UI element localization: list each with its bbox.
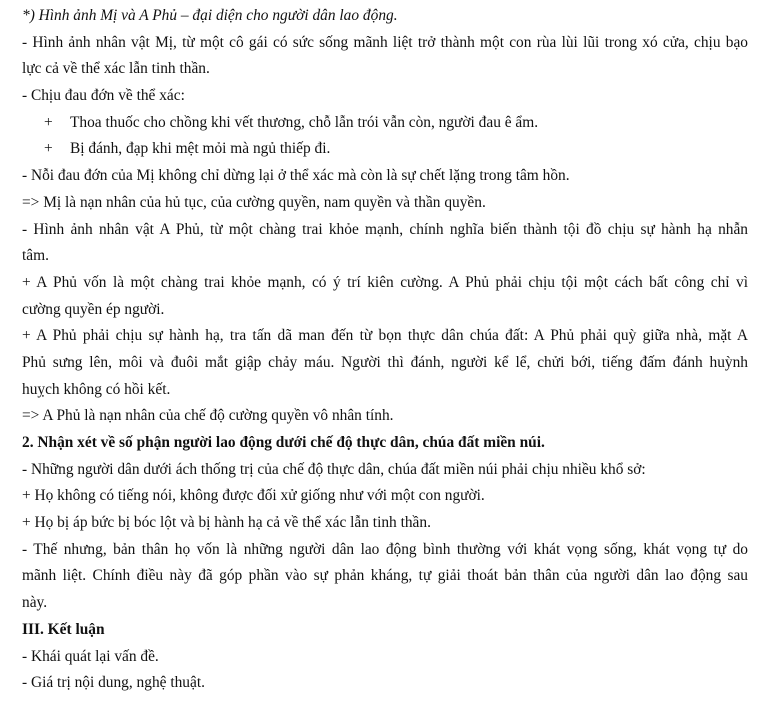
paragraph-mi-line-1: - Hình ảnh nhân vật Mị, từ một cô gái có sức sống mãnh liệt trở thành một con rùa lùi lũi trong xó cửa, chịu bạo: [22, 33, 748, 51]
section-heading-mi-aphu: *) Hình ảnh Mị và A Phủ – đại diện cho người dân lao động.: [22, 7, 398, 24]
paragraph-mi-line-2: lực cả về thể xác lẫn tinh thần.: [22, 60, 210, 78]
paragraph-people-suffering: - Những người dân dưới ách thống trị của chế độ thực dân, chúa đất miền núi phải chịu nhiều khổ sở:: [22, 460, 646, 478]
bullet-text: Thoa thuốc cho chồng khi vết thương, chỗ lẫn trói vẫn còn, người đau ê ẩm.: [70, 113, 539, 131]
paragraph-however-line-1: - Thế nhưng, bản thân họ vốn là những người dân lao động bình thường với khát vọng sống, khát vọng tự do: [22, 540, 748, 558]
section-heading-conclusion: III. Kết luận: [22, 620, 105, 638]
document-body: [22, 3, 748, 697]
paragraph-mi-conclusion: => Mị là nạn nhân của hủ tục, của cường quyền, nam quyền và thần quyền.: [22, 193, 486, 211]
paragraph-aphu-line-2: tâm.: [22, 247, 49, 265]
paragraph-value: - Giá trị nội dung, nghệ thuật.: [22, 674, 205, 692]
bullet-item-ointment: [22, 110, 748, 137]
section-heading-remarks: 2. Nhận xét về số phận người lao động dưới chế độ thực dân, chúa đất miền núi.: [22, 434, 545, 451]
paragraph-however-line-3: này.: [22, 594, 48, 612]
paragraph-aphu-conclusion: => A Phủ là nạn nhân của chế độ cường quyền vô nhân tính.: [22, 407, 394, 425]
paragraph-summary: - Khái quát lại vấn đề.: [22, 647, 159, 665]
paragraph-aphu-torture-line-3: huỵch không có hồi kết.: [22, 380, 171, 398]
paragraph-oppressed: + Họ bị áp bức bị bóc lột và bị hành hạ cả về thể xác lẫn tinh thần.: [22, 514, 431, 532]
paragraph-aphu-torture-line-2: Phủ sưng lên, môi và đuôi mắt giập chảy máu. Người thì đánh, người kể lể, chửi bới, tiếng đấm đánh huỳnh: [22, 353, 748, 371]
paragraph-soul-pain: - Nỗi đau đớn của Mị không chỉ dừng lại ở thể xác mà còn là sự chết lặng trong tâm hồn.: [22, 167, 570, 185]
bullet-text: Bị đánh, đạp khi mệt mỏi mà ngủ thiếp đi.: [70, 140, 331, 158]
bullet-marker: +: [44, 140, 53, 158]
paragraph-physical-pain: - Chịu đau đớn về thể xác:: [22, 87, 185, 105]
paragraph-aphu-strong-line-2: cường quyền ép người.: [22, 300, 165, 318]
bullet-marker: +: [44, 113, 53, 131]
paragraph-aphu-torture-line-1: + A Phủ phải chịu sự hành hạ, tra tấn dã man đến từ bọn thực dân chúa đất: A Phủ phải quỳ giữa nhà, mặt A: [22, 327, 748, 345]
paragraph-aphu-line-1: - Hình ảnh nhân vật A Phủ, từ một chàng trai khỏe mạnh, chính nghĩa biến thành tội đồ chịu sự hành hạ nhẫn: [22, 220, 748, 238]
bullet-item-beaten: [22, 136, 748, 163]
paragraph-aphu-strong-line-1: + A Phủ vốn là một chàng trai khỏe mạnh, có ý trí kiên cường. A Phủ phải chịu tội một cách bất công chỉ vì: [22, 273, 748, 291]
paragraph-however-line-2: mãnh liệt. Chính điều này đã góp phần vào sự phản kháng, tự giải thoát bản thân của người dân lao động sau: [22, 567, 748, 585]
paragraph-no-voice: + Họ không có tiếng nói, không được đối xử giống như với một con người.: [22, 487, 485, 505]
